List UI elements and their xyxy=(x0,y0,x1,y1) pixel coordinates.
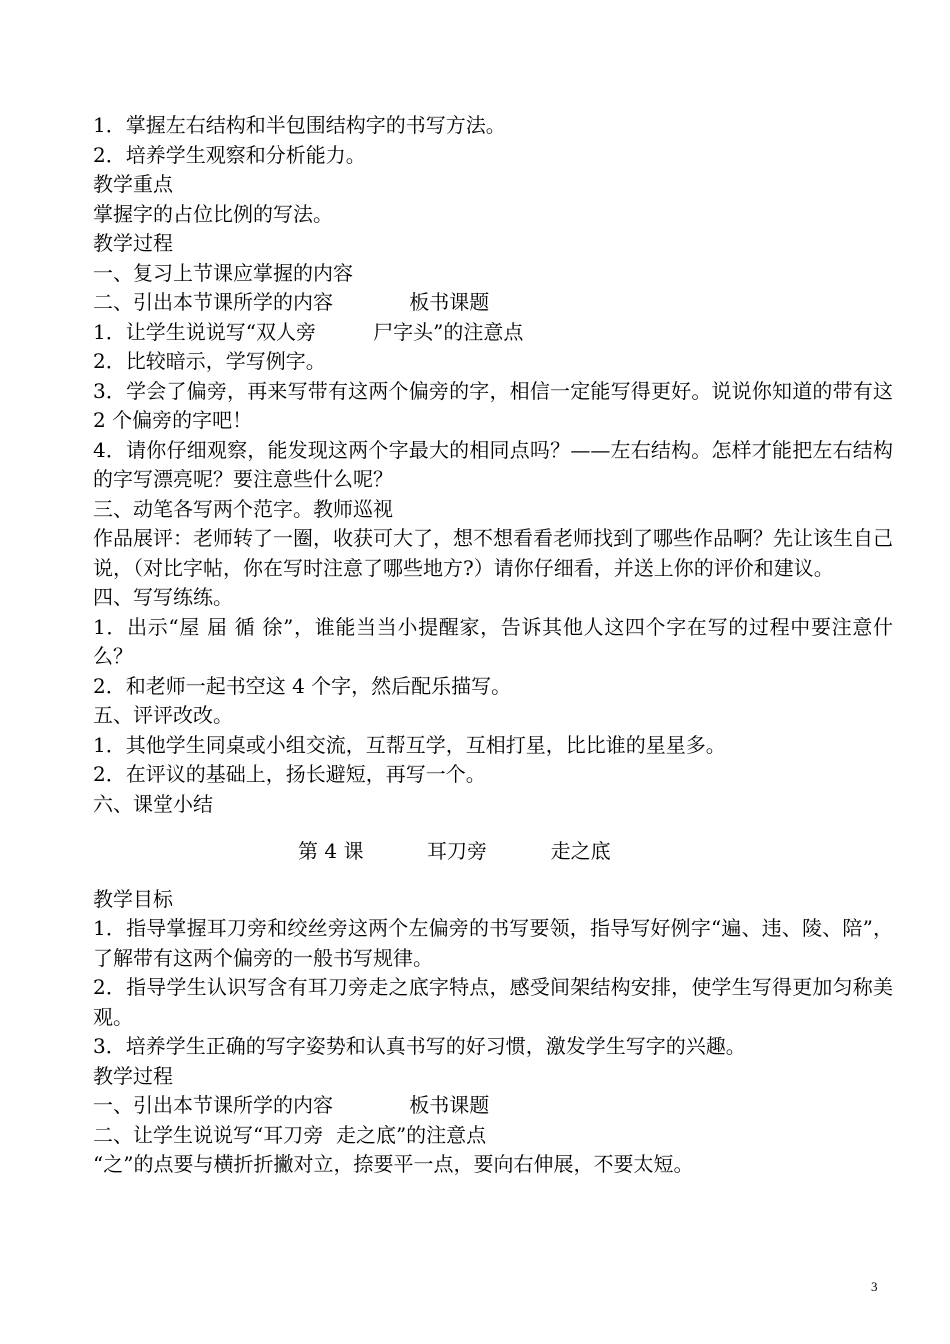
paragraph: 2．指导学生认识写含有耳刀旁走之底字特点，感受间架结构安排，使学生写得更加匀称美观。 xyxy=(93,975,893,1029)
text-line: 2．培养学生观察和分析能力。 xyxy=(93,142,366,167)
paragraph: 3．学会了偏旁，再来写带有这两个偏旁的字，相信一定能写得更好。说说你知道的带有这 2 个偏旁的字吧！ xyxy=(93,378,893,432)
spacer xyxy=(93,819,893,837)
section-heading: 教学目标 xyxy=(93,886,173,911)
text-line: 二、让学生说说写“耳刀旁 走之底”的注意点 xyxy=(93,1122,487,1147)
text-line: 2．和老师一起书空这 4 个字，然后配乐描写。 xyxy=(93,673,512,698)
text-line: 四、写写练练。 xyxy=(93,585,233,609)
document-body xyxy=(93,111,893,1180)
section-heading: 教学重点 xyxy=(93,172,173,196)
paragraph: 作品展评：老师转了一圈，收获可大了，想不想看看老师找到了哪些作品啊？先让该生自己说，（对比字帖，你在写时注意了哪些地方?）请你仔细看，并送上你的评价和建议。 xyxy=(93,526,893,580)
paragraph: 1．指导掌握耳刀旁和绞丝旁这两个左偏旁的书写要领，指导写好例字“遍、违、陵、陪”，了解带有这两个偏旁的一般书写规律。 xyxy=(93,916,893,970)
text-line: 五、评评改改。 xyxy=(93,703,233,727)
text-line: “之”的点要与横折折撇对立，捺要平一点，要向右伸展，不要太短。 xyxy=(93,1152,694,1176)
text-line: 三、动笔各写两个范字。教师巡视 xyxy=(93,496,393,521)
lesson-title: 第 4 课 耳刀旁 走之底 xyxy=(298,839,611,863)
text-line: 2．比较暗示，学写例字。 xyxy=(93,349,326,373)
text-line: 一、引出本节课所学的内容 板书课题 xyxy=(93,1093,490,1117)
spacer xyxy=(93,867,893,885)
paragraph: 4．请你仔细观察，能发现这两个字最大的相同点吗？——左右结构。怎样才能把左右结构的字写漂亮呢？要注意些什么呢？ xyxy=(93,437,893,491)
text-line: 1．让学生说说写“双人旁 尸字头”的注意点 xyxy=(93,319,524,344)
text-line: 1．其他学生同桌或小组交流，互帮互学，互相打星，比比谁的星星多。 xyxy=(93,732,726,757)
text-line: 2．在评议的基础上，扬长避短，再写一个。 xyxy=(93,762,486,786)
text-line: 1．掌握左右结构和半包围结构字的书写方法。 xyxy=(93,113,506,137)
text-line: 一、复习上节课应掌握的内容 xyxy=(93,260,353,285)
text-line: 六、课堂小结 xyxy=(93,791,213,816)
text-line: 3．培养学生正确的写字姿势和认真书写的好习惯，激发学生写字的兴趣。 xyxy=(93,1034,746,1058)
page-number: 3 xyxy=(871,1279,878,1294)
text-line: 二、引出本节课所学的内容 板书课题 xyxy=(93,290,490,314)
paragraph: 1．出示“屋 届 循 徐”，谁能当当小提醒家，告诉其他人这四个字在写的过程中要注意什么？ xyxy=(93,614,893,668)
text-line: 掌握字的占位比例的写法。 xyxy=(93,201,333,226)
section-heading: 教学过程 xyxy=(93,1063,173,1088)
section-heading: 教学过程 xyxy=(93,231,173,255)
